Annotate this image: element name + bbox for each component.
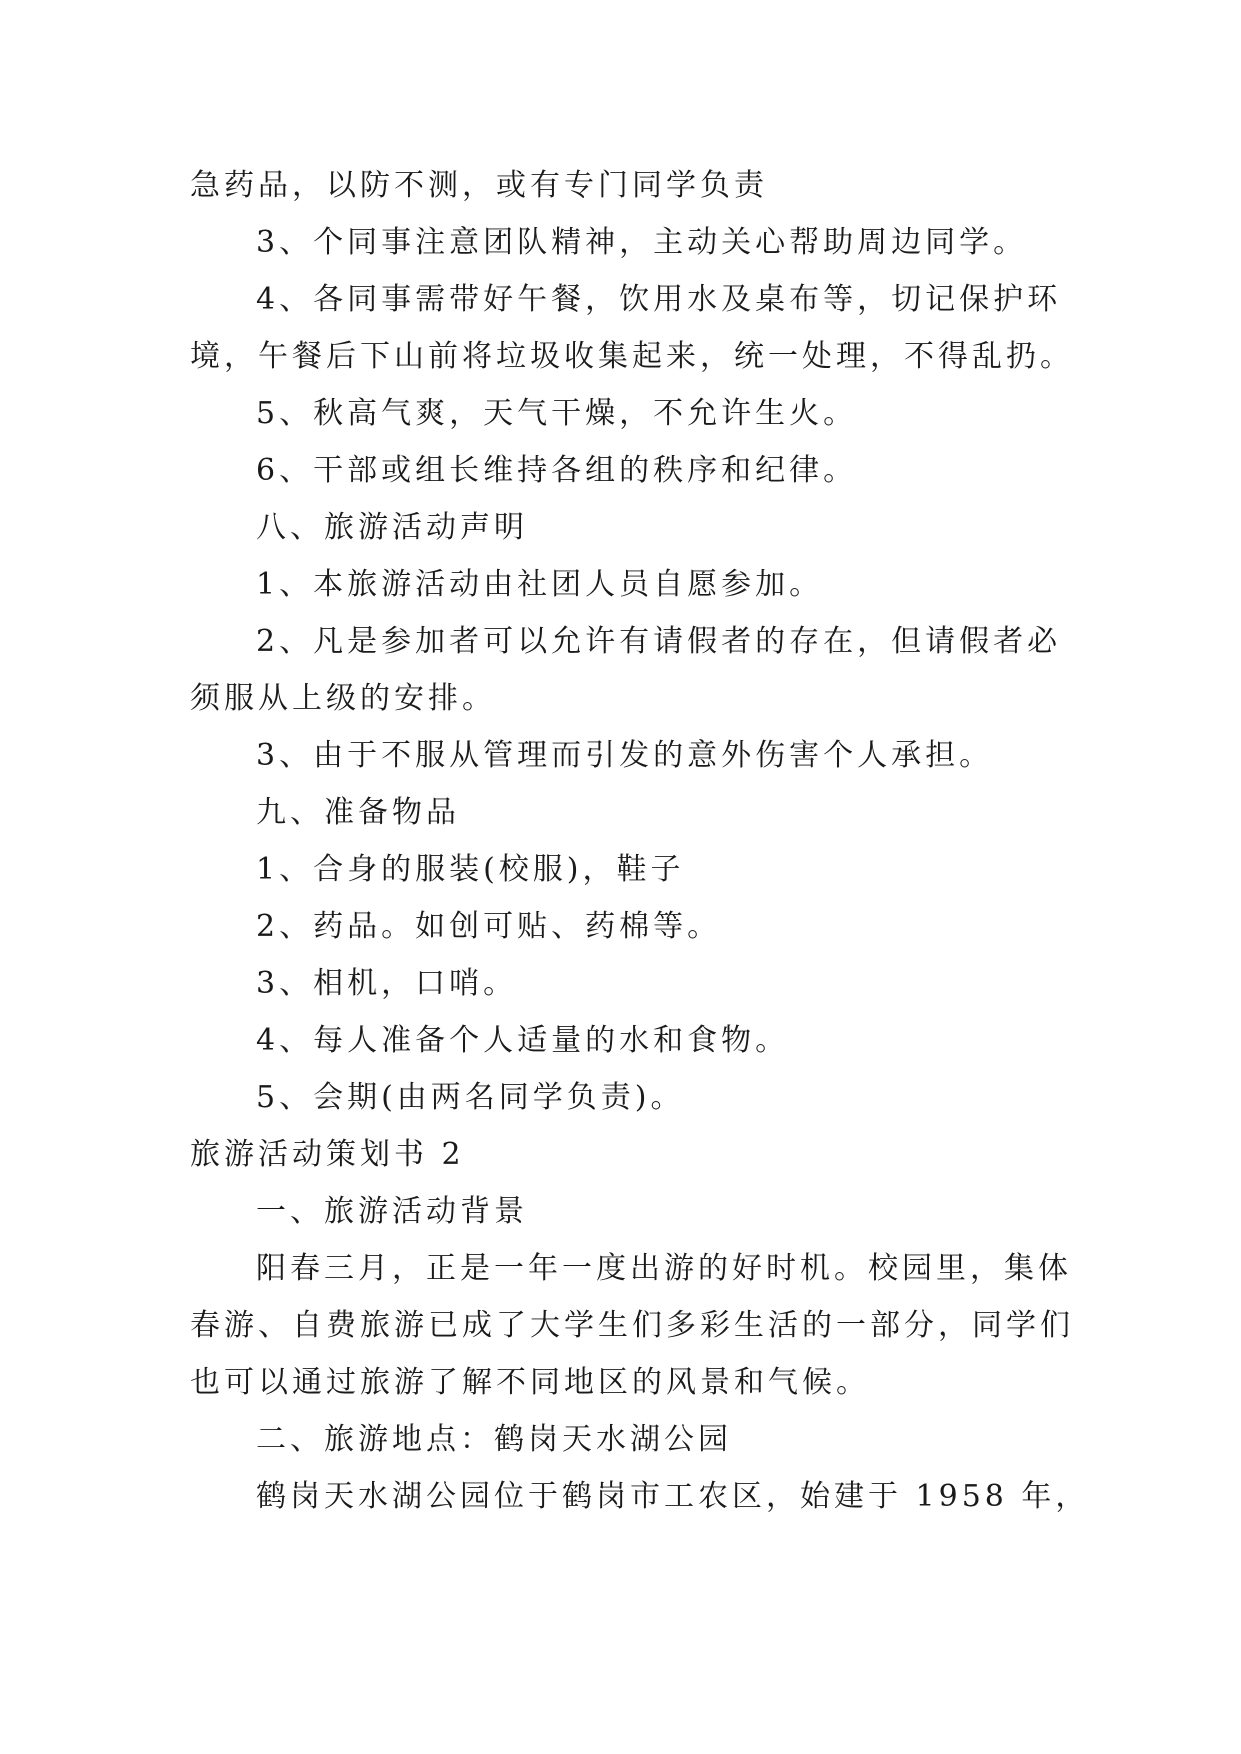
text-line: 4、每人准备个人适量的水和食物。: [256, 1023, 790, 1058]
section-heading: 一、旅游活动背景: [256, 1194, 528, 1229]
text-line: 须服从上级的安排。: [190, 681, 496, 716]
text-line: 5、会期(由两名同学负责)。: [256, 1080, 685, 1115]
text-line: 3、由于不服从管理而引发的意外伤害个人承担。: [256, 738, 994, 773]
section-heading: 九、准备物品: [256, 795, 460, 830]
text-line: 3、个同事注意团队精神，主动关心帮助周边同学。: [256, 225, 1028, 260]
document-title: 旅游活动策划书 2: [190, 1137, 465, 1172]
text-line: 5、秋高气爽，天气干燥，不允许生火。: [256, 396, 858, 431]
text-line: 也可以通过旅游了解不同地区的风景和气候。: [190, 1365, 870, 1400]
text-line: 1、本旅游活动由社团人员自愿参加。: [256, 567, 824, 602]
text-line: 境，午餐后下山前将垃圾收集起来，统一处理，不得乱扔。: [190, 339, 1074, 374]
text-line: 4、各同事需带好午餐，饮用水及桌布等，切记保护环: [256, 282, 1062, 317]
text-line: 6、干部或组长维持各组的秩序和纪律。: [256, 453, 858, 488]
text-line: 春游、自费旅游已成了大学生们多彩生活的一部分，同学们: [190, 1308, 1074, 1343]
text-line: 1、合身的服装(校服)，鞋子: [256, 852, 685, 887]
text-line: 2、药品。如创可贴、药棉等。: [256, 909, 722, 944]
text-line: 阳春三月，正是一年一度出游的好时机。校园里，集体: [256, 1251, 1072, 1286]
section-heading: 二、旅游地点：鹤岗天水湖公园: [256, 1422, 732, 1457]
section-heading: 八、旅游活动声明: [256, 510, 528, 545]
text-line: 2、凡是参加者可以允许有请假者的存在，但请假者必: [256, 624, 1062, 659]
text-line: 鹤岗天水湖公园位于鹤岗市工农区，始建于 1958 年，: [256, 1479, 1090, 1514]
text-line: 急药品，以防不测，或有专门同学负责: [190, 168, 768, 203]
text-line: 3、相机，口哨。: [256, 966, 518, 1001]
